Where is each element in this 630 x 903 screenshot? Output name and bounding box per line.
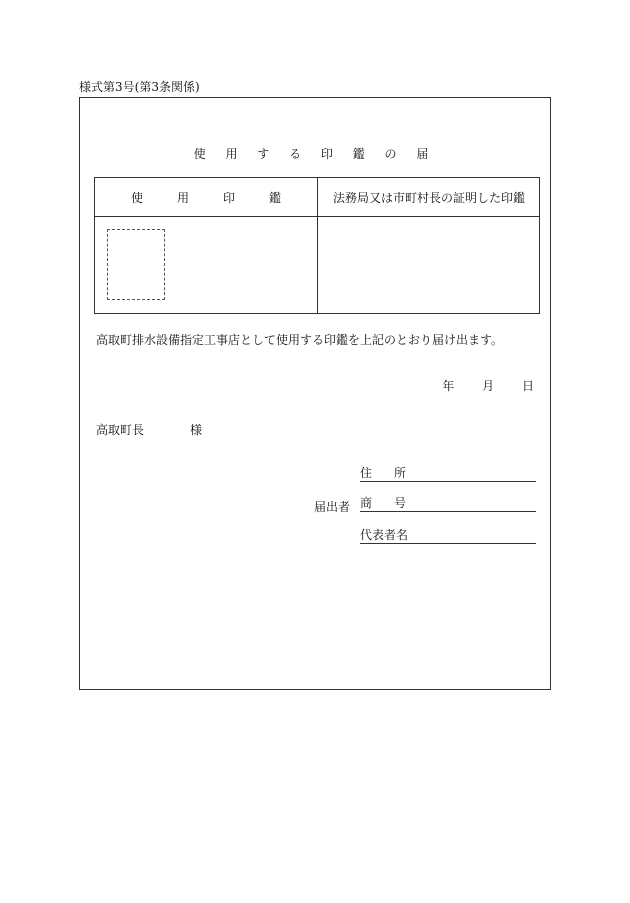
header-certified-seal: 法務局又は市町村長の証明した印鑑 (332, 190, 525, 205)
address-field (360, 465, 536, 482)
header-used-seal-char: 鑑 (268, 190, 281, 205)
date-month: 月 (482, 379, 495, 393)
addressee-name: 高取町長 (96, 423, 145, 437)
date-day: 日 (521, 379, 534, 393)
addressee-honorific: 様 (190, 423, 203, 437)
representative-label: 代表者名 (360, 528, 409, 542)
form-number-label: 様式第3号(第3条関係) (79, 80, 200, 94)
header-used-seal-char: 使 (130, 190, 143, 205)
addressee (96, 421, 202, 438)
header-used-seal (95, 178, 317, 216)
seal-table (94, 177, 540, 314)
representative-field (360, 527, 536, 544)
header-used-seal-char: 印 (222, 190, 235, 205)
applicant-label: 届出者 (314, 500, 351, 514)
trade-name-label-char: 商 (360, 496, 373, 510)
table-row-divider (95, 216, 539, 217)
address-label-char: 住 (360, 466, 373, 480)
date-year: 年 (442, 379, 455, 393)
trade-name-label-char: 号 (394, 496, 407, 510)
form-frame (79, 97, 551, 690)
address-label-char: 所 (394, 466, 407, 480)
header-used-seal-char: 用 (176, 190, 189, 205)
document-title: 使 用 す る 印 鑑 の 届 (193, 147, 437, 161)
seal-imprint-box (107, 229, 165, 300)
date-line (418, 377, 534, 394)
declaration-statement: 高取町排水設備指定工事店として使用する印鑑を上記のとおり届け出ます。 (96, 333, 504, 347)
trade-name-field (360, 495, 536, 512)
